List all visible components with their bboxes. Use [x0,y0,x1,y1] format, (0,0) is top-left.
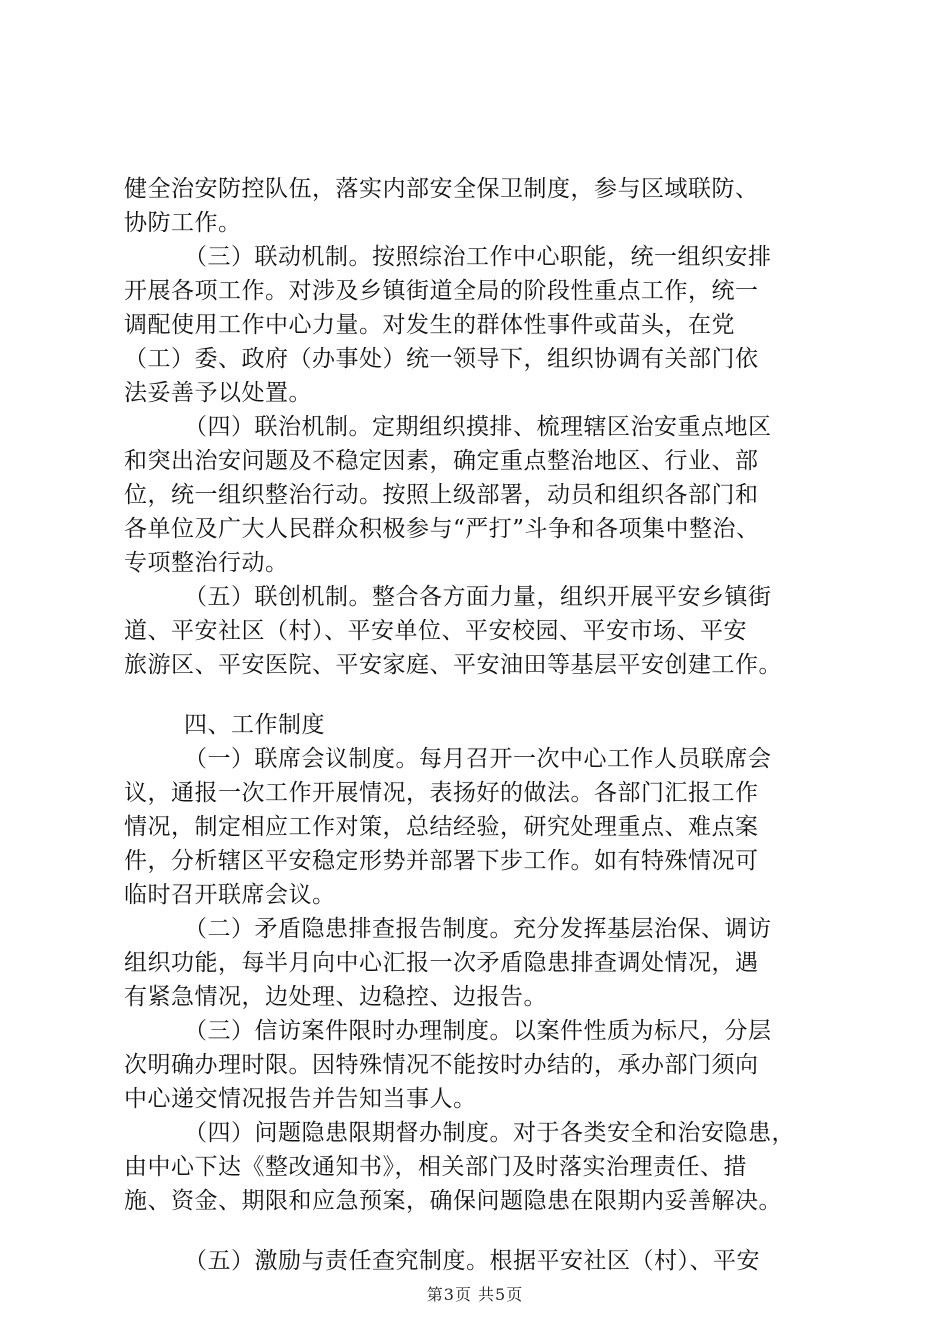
text-line: 协防工作。 [124,210,242,236]
text-line: （工）委、政府（办事处）统一领导下，组织协调有关部门依 [124,346,759,372]
paragraph-joint-creation [124,580,844,682]
paragraph-risk-reporting [124,912,844,1014]
paragraph-joint-governance [124,410,844,580]
text-line: 位，统一组织整治行动。按照上级部署，动员和组织各部门和 [124,482,759,508]
paragraph-security-team [124,172,844,240]
text-line: （二）矛盾隐患排查报告制度。充分发挥基层治保、调访 [184,916,772,942]
paragraph-supervision [124,1116,844,1218]
text-line: 由中心下达《整改通知书》，相关部门及时落实治理责任、措 [124,1154,747,1180]
text-line: （四）联治机制。定期组织摸排、梳理辖区治安重点地区 [184,414,772,440]
text-line: 议，通报一次工作开展情况，表扬好的做法。各部门汇报工作 [124,780,759,806]
paragraph-incentive [124,1244,844,1278]
page-number-footer: 第3页 共5页 [426,1285,524,1304]
text-line: 健全治安防控队伍，落实内部安全保卫制度，参与区域联防、 [124,176,759,202]
text-line: 开展各项工作。对涉及乡镇街道全局的阶段性重点工作，统一 [124,278,759,304]
text-line: 临时召开联席会议。 [124,882,336,908]
paragraph-linkage-mechanism [124,240,844,410]
text-line: 和突出治安问题及不稳定因素，确定重点整治地区、行业、部 [124,448,759,474]
text-line: （五）联创机制。整合各方面力量，组织开展平安乡镇街 [184,584,772,610]
text-line: 中心递交情况报告并告知当事人。 [124,1086,477,1112]
text-line: 情况，制定相应工作对策，总结经验，研究处理重点、难点案 [124,814,759,840]
text-line: 施、资金、期限和应急预案，确保问题隐患在限期内妥善解决。 [124,1188,782,1214]
document-body [124,172,844,1278]
text-line: 有紧急情况，边处理、边稳控、边报告。 [124,984,547,1010]
text-line: 法妥善予以处置。 [124,380,312,406]
paragraph-joint-meeting [124,742,844,912]
text-line: 调配使用工作中心力量。对发生的群体性事件或苗头，在党 [124,312,735,338]
text-line: （四）问题隐患限期督办制度。对于各类安全和治安隐患， [184,1120,795,1146]
text-line: 各单位及广大人民群众积极参与“严打”斗争和各项集中整治、 [124,516,760,542]
text-line: 旅游区、平安医院、平安家庭、平安油田等基层平安创建工作。 [124,652,782,678]
paragraph-spacer [124,682,844,708]
paragraph-petition-handling [124,1014,844,1116]
section-title: 四、工作制度 [184,712,325,738]
text-line: （三）联动机制。按照综治工作中心职能，统一组织安排 [184,244,772,270]
text-line: 件，分析辖区平安稳定形势并部署下步工作。如有特殊情况可 [124,848,759,874]
paragraph-spacer [124,1218,844,1244]
section-heading [124,708,844,742]
text-line: （三）信访案件限时办理制度。以案件性质为标尺，分层 [184,1018,772,1044]
text-line: 次明确办理时限。因特殊情况不能按时办结的，承办部门须向 [124,1052,759,1078]
text-line: （五）激励与责任查究制度。根据平安社区（村）、平安 [184,1248,760,1274]
text-line: 组织功能，每半月向中心汇报一次矛盾隐患排查调处情况，遇 [124,950,759,976]
text-line: 专项整治行动。 [124,550,289,576]
text-line: （一）联席会议制度。每月召开一次中心工作人员联席会 [184,746,772,772]
text-line: 道、平安社区（村）、平安单位、平安校园、平安市场、平安 [124,618,747,644]
